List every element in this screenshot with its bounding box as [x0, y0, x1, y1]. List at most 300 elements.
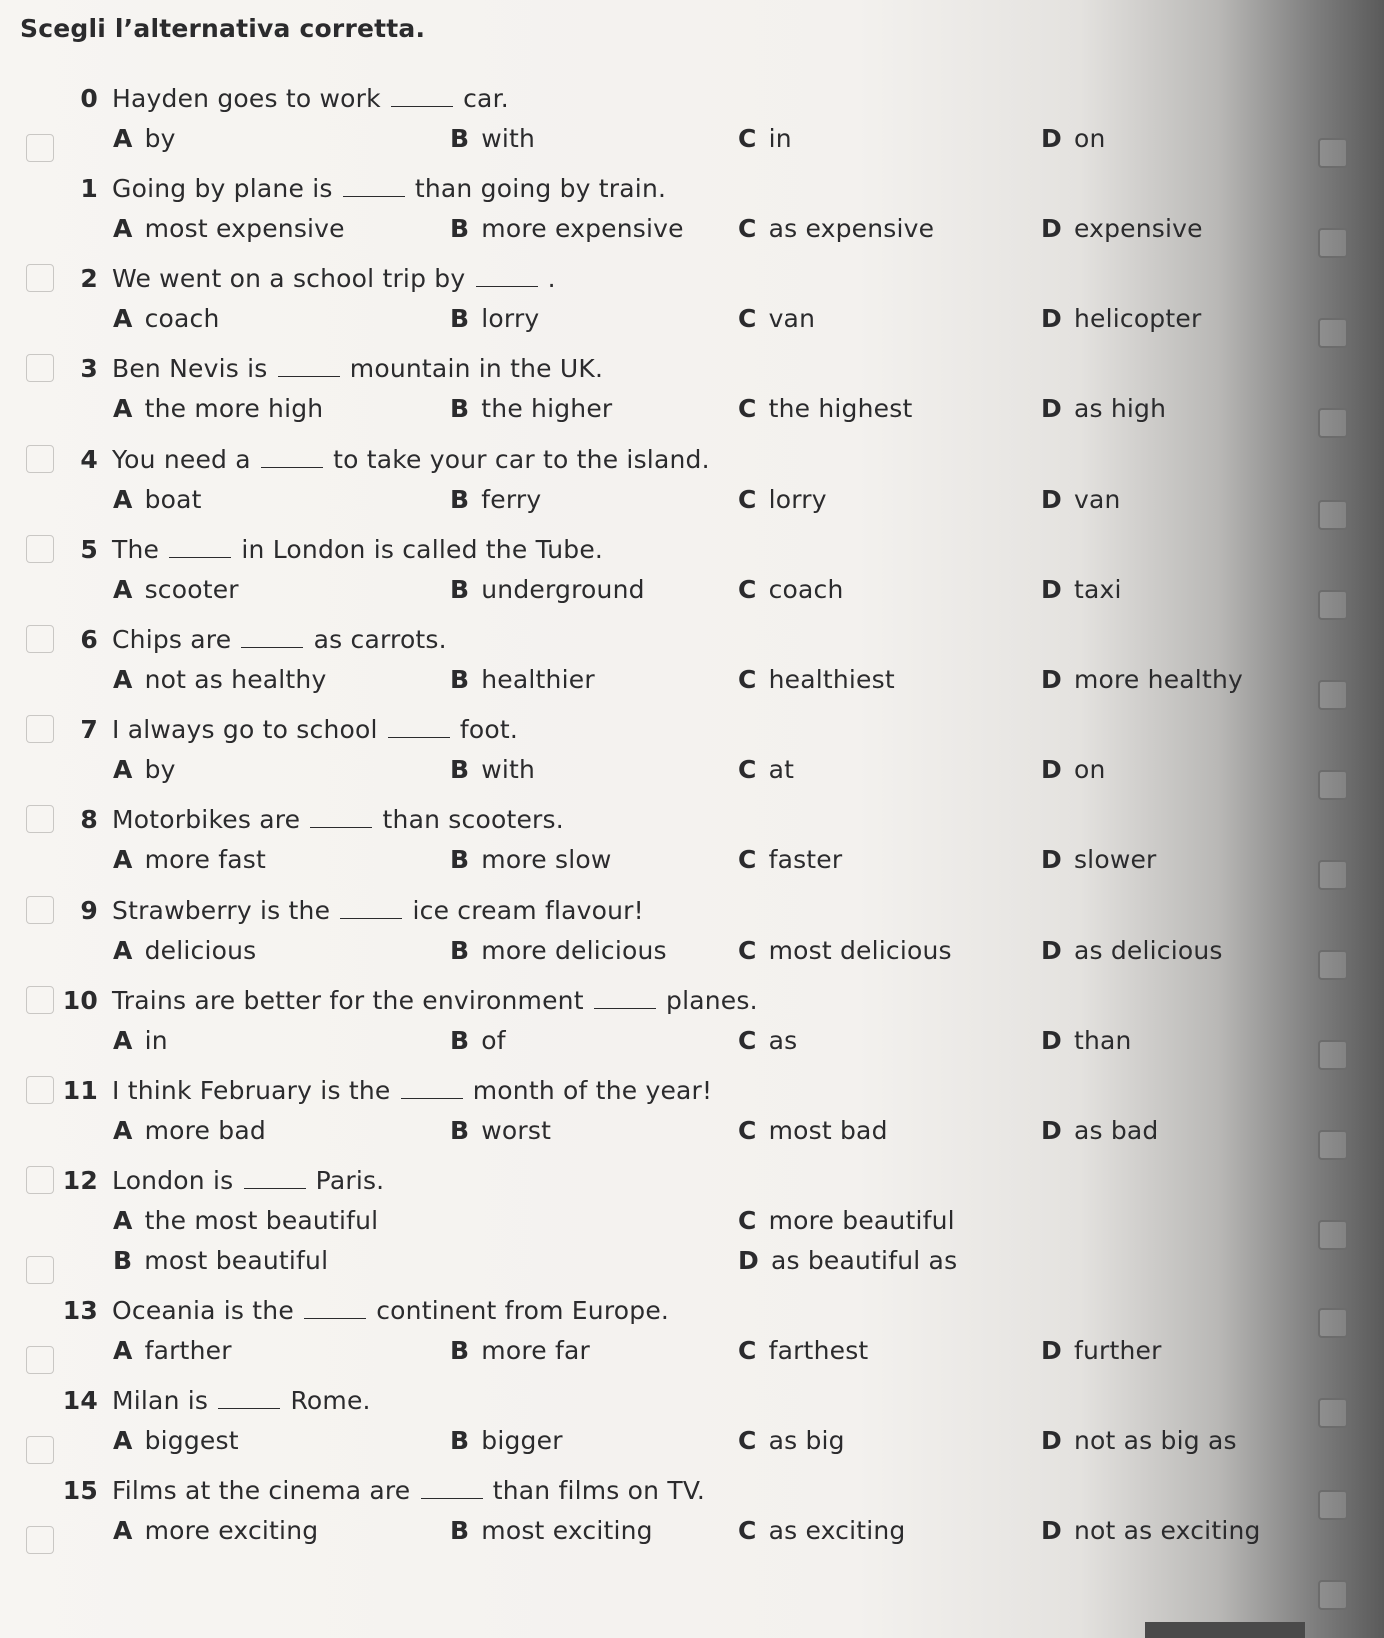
answer-blank[interactable]	[244, 1187, 306, 1189]
question-number: 9	[80, 896, 98, 925]
option-c[interactable]	[738, 394, 912, 423]
faint-box	[26, 1256, 54, 1284]
option-d[interactable]	[1041, 1426, 1237, 1455]
option-letter: A	[113, 304, 133, 333]
instruction-heading: Scegli l’alternativa corretta.	[20, 14, 426, 43]
option-c[interactable]	[738, 665, 895, 694]
option-text: not as exciting	[1073, 1516, 1261, 1545]
option-text: in	[768, 124, 792, 153]
option-letter: C	[738, 1116, 757, 1145]
option-letter: A	[113, 1336, 133, 1365]
option-text: on	[1073, 755, 1106, 784]
option-d[interactable]	[1041, 124, 1106, 153]
faint-box	[26, 625, 54, 653]
question-text-after: car.	[454, 84, 509, 113]
question-13	[0, 1296, 1384, 1390]
question-text-before: Ben Nevis is	[112, 354, 276, 383]
option-a[interactable]	[113, 1336, 232, 1365]
answer-checkbox[interactable]	[1318, 590, 1348, 620]
question-text	[112, 1296, 669, 1325]
question-text-after: continent from Europe.	[368, 1296, 670, 1325]
option-text: lorry	[481, 304, 540, 333]
option-letter: D	[1041, 1116, 1062, 1145]
answer-blank[interactable]	[218, 1407, 280, 1409]
option-b[interactable]	[450, 755, 535, 784]
question-text-before: I always go to school	[112, 715, 386, 744]
question-text	[112, 1476, 705, 1505]
option-c[interactable]	[738, 1116, 888, 1145]
question-6	[0, 625, 1384, 719]
option-text: more beautiful	[768, 1206, 955, 1235]
option-letter: C	[738, 124, 757, 153]
option-b[interactable]	[450, 394, 612, 423]
option-text: more healthy	[1073, 665, 1243, 694]
question-text-after: month of the year!	[464, 1076, 713, 1105]
option-text: van	[1073, 485, 1121, 514]
question-text-after: in London is called the Tube.	[233, 535, 604, 564]
option-c[interactable]	[738, 214, 934, 243]
option-letter: A	[113, 845, 133, 874]
option-text: delicious	[144, 936, 257, 965]
question-text-after: planes.	[657, 986, 758, 1015]
option-letter: B	[450, 1426, 470, 1455]
answer-blank[interactable]	[340, 917, 402, 919]
question-text	[112, 445, 710, 474]
option-b[interactable]	[450, 575, 645, 604]
question-8	[0, 805, 1384, 899]
option-letter: C	[738, 845, 757, 874]
option-letter: A	[113, 755, 133, 784]
question-text-before: The	[112, 535, 168, 564]
question-text	[112, 354, 603, 383]
option-b[interactable]	[113, 1246, 328, 1275]
option-d[interactable]	[1041, 214, 1203, 243]
faint-box	[26, 1076, 54, 1104]
option-letter: B	[450, 304, 470, 333]
faint-box	[26, 1166, 54, 1194]
option-text: not as big as	[1073, 1426, 1237, 1455]
option-text: boat	[144, 485, 202, 514]
answer-checkbox[interactable]	[1318, 138, 1348, 168]
option-text: as beautiful as	[770, 1246, 958, 1275]
option-d[interactable]	[1041, 1116, 1159, 1145]
option-d[interactable]	[1041, 575, 1122, 604]
option-a[interactable]	[113, 845, 266, 874]
question-number: 14	[62, 1386, 98, 1415]
option-text: at	[768, 755, 795, 784]
question-3	[0, 354, 1384, 448]
faint-box	[26, 1346, 54, 1374]
option-b[interactable]	[450, 214, 684, 243]
answer-checkbox[interactable]	[1318, 500, 1348, 530]
question-text	[112, 535, 603, 564]
option-text: by	[144, 755, 176, 784]
answer-checkbox[interactable]	[1318, 1220, 1348, 1250]
option-text: more bad	[144, 1116, 266, 1145]
option-letter: B	[450, 1516, 470, 1545]
option-text: more slow	[481, 845, 612, 874]
answer-checkbox[interactable]	[1318, 1490, 1348, 1520]
question-text-after: ice cream flavour!	[404, 896, 644, 925]
faint-box	[26, 986, 54, 1014]
option-letter: A	[113, 1026, 133, 1055]
answer-blank[interactable]	[476, 285, 538, 287]
option-text: as delicious	[1073, 936, 1223, 965]
question-15	[0, 1476, 1384, 1570]
question-number: 2	[80, 264, 98, 293]
answer-checkbox[interactable]	[1318, 680, 1348, 710]
option-letter: B	[450, 1336, 470, 1365]
option-c[interactable]	[738, 1336, 868, 1365]
option-letter: A	[113, 485, 133, 514]
option-d[interactable]	[1041, 1516, 1261, 1545]
question-text-before: Strawberry is the	[112, 896, 339, 925]
faint-box	[26, 354, 54, 382]
option-text: more exciting	[144, 1516, 319, 1545]
question-text-before: Trains are better for the environment	[112, 986, 592, 1015]
question-text-before: You need a	[112, 445, 259, 474]
question-text-before: Motorbikes are	[112, 805, 309, 834]
option-letter: D	[738, 1246, 759, 1275]
option-text: most beautiful	[144, 1246, 329, 1275]
option-letter: C	[738, 1026, 757, 1055]
option-a[interactable]	[113, 1206, 378, 1235]
answer-checkbox[interactable]	[1318, 1040, 1348, 1070]
question-text-before: London is	[112, 1166, 242, 1195]
question-text-before: Going by plane is	[112, 174, 341, 203]
question-number: 15	[62, 1476, 98, 1505]
question-11	[0, 1076, 1384, 1170]
option-c[interactable]	[738, 304, 815, 333]
option-letter: D	[1041, 124, 1062, 153]
question-text	[112, 174, 666, 203]
question-text-before: Oceania is the	[112, 1296, 303, 1325]
option-c[interactable]	[738, 1426, 845, 1455]
answer-blank[interactable]	[310, 826, 372, 828]
question-number: 13	[62, 1296, 98, 1325]
option-d[interactable]	[1041, 304, 1201, 333]
option-b[interactable]	[450, 665, 595, 694]
option-text: the highest	[768, 394, 913, 423]
option-letter: D	[1041, 1026, 1062, 1055]
option-letter: B	[450, 575, 470, 604]
option-letter: C	[738, 214, 757, 243]
option-text: as bad	[1073, 1116, 1159, 1145]
option-b[interactable]	[450, 845, 611, 874]
option-text: scooter	[144, 575, 239, 604]
option-letter: C	[738, 755, 757, 784]
option-d[interactable]	[1041, 665, 1243, 694]
option-a[interactable]	[113, 665, 326, 694]
question-12	[0, 1166, 1384, 1275]
question-5	[0, 535, 1384, 629]
option-b[interactable]	[450, 936, 667, 965]
option-letter: C	[738, 1336, 757, 1365]
option-b[interactable]	[450, 304, 539, 333]
option-a[interactable]	[113, 936, 256, 965]
option-letter: C	[738, 575, 757, 604]
answer-blank[interactable]	[594, 1007, 656, 1009]
option-text: the more high	[144, 394, 324, 423]
option-text: as high	[1073, 394, 1167, 423]
question-text-before: We went on a school trip by	[112, 264, 474, 293]
faint-box	[26, 535, 54, 563]
question-text-before: Milan is	[112, 1386, 217, 1415]
option-letter: D	[1041, 575, 1062, 604]
option-text: slower	[1073, 845, 1157, 874]
option-a[interactable]	[113, 755, 176, 784]
answer-checkbox[interactable]	[1318, 408, 1348, 438]
question-text	[112, 896, 644, 925]
option-text: in	[144, 1026, 168, 1055]
answer-checkbox[interactable]	[1318, 1308, 1348, 1338]
faint-box	[26, 896, 54, 924]
option-d[interactable]	[1041, 845, 1157, 874]
option-letter: B	[113, 1246, 133, 1275]
option-text: farthest	[768, 1336, 869, 1365]
option-a[interactable]	[113, 214, 345, 243]
option-text: more fast	[144, 845, 267, 874]
option-letter: A	[113, 665, 133, 694]
question-14	[0, 1386, 1384, 1480]
question-text-after: than films on TV.	[484, 1476, 706, 1505]
option-letter: C	[738, 1206, 757, 1235]
question-text	[112, 715, 518, 744]
question-number: 4	[80, 445, 98, 474]
option-c[interactable]	[738, 845, 842, 874]
question-number: 0	[80, 84, 98, 113]
option-text: as expensive	[768, 214, 935, 243]
option-letter: B	[450, 1026, 470, 1055]
option-letter: B	[450, 1116, 470, 1145]
option-b[interactable]	[450, 124, 535, 153]
option-text: most bad	[768, 1116, 888, 1145]
option-text: expensive	[1073, 214, 1203, 243]
option-letter: D	[1041, 1426, 1062, 1455]
question-9	[0, 896, 1384, 990]
question-number: 10	[62, 986, 98, 1015]
option-c[interactable]	[738, 936, 952, 965]
option-a[interactable]	[113, 485, 202, 514]
option-text: with	[481, 755, 536, 784]
option-text: farther	[144, 1336, 232, 1365]
option-letter: A	[113, 575, 133, 604]
question-text	[112, 1386, 371, 1415]
option-text: more far	[481, 1336, 590, 1365]
option-letter: D	[1041, 394, 1062, 423]
option-a[interactable]	[113, 394, 323, 423]
faint-box	[26, 445, 54, 473]
option-text: bigger	[481, 1426, 563, 1455]
question-number: 7	[80, 715, 98, 744]
question-text-after: than going by train.	[406, 174, 667, 203]
option-letter: B	[450, 394, 470, 423]
question-1	[0, 174, 1384, 268]
faint-box	[26, 264, 54, 292]
option-b[interactable]	[450, 1516, 653, 1545]
question-7	[0, 715, 1384, 809]
answer-blank[interactable]	[241, 646, 303, 648]
question-number: 1	[80, 174, 98, 203]
question-text-after: foot.	[451, 715, 519, 744]
option-d[interactable]	[1041, 1026, 1132, 1055]
answer-blank[interactable]	[169, 556, 231, 558]
option-c[interactable]	[738, 124, 792, 153]
option-text: faster	[768, 845, 843, 874]
option-a[interactable]	[113, 1116, 266, 1145]
option-c[interactable]	[738, 1026, 797, 1055]
option-text: more expensive	[481, 214, 684, 243]
option-text: of	[481, 1026, 506, 1055]
question-text-after: Paris.	[307, 1166, 385, 1195]
option-b[interactable]	[450, 1026, 506, 1055]
answer-checkbox[interactable]	[1318, 1398, 1348, 1428]
option-letter: C	[738, 394, 757, 423]
option-b[interactable]	[450, 485, 541, 514]
option-text: most delicious	[768, 936, 952, 965]
option-letter: C	[738, 1516, 757, 1545]
question-number: 12	[62, 1166, 98, 1195]
option-a[interactable]	[113, 124, 176, 153]
question-2	[0, 264, 1384, 358]
option-text: worst	[481, 1116, 552, 1145]
option-letter: A	[113, 1206, 133, 1235]
option-d[interactable]	[1041, 936, 1223, 965]
option-a[interactable]	[113, 1426, 239, 1455]
option-letter: A	[113, 1426, 133, 1455]
option-letter: D	[1041, 214, 1062, 243]
answer-blank[interactable]	[391, 105, 453, 107]
answer-checkbox[interactable]	[1318, 1580, 1348, 1610]
answer-blank[interactable]	[278, 375, 340, 377]
option-b[interactable]	[450, 1426, 563, 1455]
option-text: as exciting	[768, 1516, 906, 1545]
option-text: van	[768, 304, 816, 333]
option-letter: C	[738, 936, 757, 965]
option-letter: C	[738, 485, 757, 514]
option-text: coach	[768, 575, 844, 604]
option-c[interactable]	[738, 485, 827, 514]
answer-checkbox[interactable]	[1318, 950, 1348, 980]
option-c[interactable]	[738, 575, 844, 604]
answer-checkbox[interactable]	[1318, 318, 1348, 348]
option-letter: D	[1041, 1516, 1062, 1545]
option-c[interactable]	[738, 1206, 955, 1235]
answer-blank[interactable]	[261, 466, 323, 468]
option-text: coach	[144, 304, 220, 333]
option-d[interactable]	[1041, 485, 1121, 514]
option-text: underground	[481, 575, 645, 604]
option-letter: B	[450, 485, 470, 514]
question-number: 3	[80, 354, 98, 383]
option-text: most expensive	[144, 214, 345, 243]
option-letter: A	[113, 1116, 133, 1145]
option-text: healthier	[481, 665, 595, 694]
option-letter: C	[738, 304, 757, 333]
option-d[interactable]	[1041, 394, 1166, 423]
question-text	[112, 84, 509, 113]
answer-blank[interactable]	[388, 736, 450, 738]
option-text: lorry	[768, 485, 827, 514]
option-b[interactable]	[450, 1116, 551, 1145]
option-letter: D	[1041, 485, 1062, 514]
question-text-before: Films at the cinema are	[112, 1476, 419, 1505]
option-letter: D	[1041, 1336, 1062, 1365]
question-text-after: mountain in the UK.	[341, 354, 604, 383]
answer-blank[interactable]	[401, 1097, 463, 1099]
faint-box	[26, 134, 54, 162]
option-a[interactable]	[113, 304, 220, 333]
option-text: most exciting	[481, 1516, 653, 1545]
option-text: ferry	[481, 485, 542, 514]
option-a[interactable]	[113, 1026, 168, 1055]
answer-checkbox[interactable]	[1318, 860, 1348, 890]
total-tab	[1145, 1622, 1305, 1638]
option-letter: B	[450, 755, 470, 784]
question-number: 8	[80, 805, 98, 834]
question-text	[112, 805, 564, 834]
question-text	[112, 264, 556, 293]
question-text-after: than scooters.	[374, 805, 564, 834]
option-text: not as healthy	[144, 665, 327, 694]
question-text-after: as carrots.	[305, 625, 447, 654]
option-letter: B	[450, 214, 470, 243]
option-letter: B	[450, 845, 470, 874]
option-c[interactable]	[738, 755, 794, 784]
option-c[interactable]	[738, 1516, 906, 1545]
answer-checkbox[interactable]	[1318, 770, 1348, 800]
option-d[interactable]	[738, 1246, 957, 1275]
faint-box	[26, 715, 54, 743]
option-text: with	[481, 124, 536, 153]
option-a[interactable]	[113, 1516, 318, 1545]
option-d[interactable]	[1041, 755, 1106, 784]
answer-blank[interactable]	[343, 195, 405, 197]
option-text: by	[144, 124, 176, 153]
question-text-after: to take your car to the island.	[324, 445, 710, 474]
option-letter: D	[1041, 936, 1062, 965]
question-text	[112, 625, 447, 654]
option-d[interactable]	[1041, 1336, 1162, 1365]
question-text-before: Hayden goes to work	[112, 84, 389, 113]
option-letter: D	[1041, 665, 1062, 694]
question-text-after: Rome.	[282, 1386, 371, 1415]
option-a[interactable]	[113, 575, 239, 604]
option-letter: A	[113, 936, 133, 965]
answer-blank[interactable]	[421, 1497, 483, 1499]
question-text-before: Chips are	[112, 625, 240, 654]
faint-box	[26, 1526, 54, 1554]
faint-box	[26, 1436, 54, 1464]
option-letter: D	[1041, 755, 1062, 784]
question-4	[0, 445, 1384, 539]
question-text-before: I think February is the	[112, 1076, 399, 1105]
option-b[interactable]	[450, 1336, 590, 1365]
faint-box	[26, 805, 54, 833]
option-text: helicopter	[1073, 304, 1202, 333]
option-text: healthiest	[768, 665, 895, 694]
option-text: taxi	[1073, 575, 1122, 604]
option-letter: A	[113, 214, 133, 243]
answer-checkbox[interactable]	[1318, 1130, 1348, 1160]
answer-blank[interactable]	[304, 1317, 366, 1319]
option-text: as	[768, 1026, 798, 1055]
option-letter: C	[738, 1426, 757, 1455]
option-text: as big	[768, 1426, 845, 1455]
answer-checkbox[interactable]	[1318, 228, 1348, 258]
option-letter: B	[450, 936, 470, 965]
option-text: biggest	[144, 1426, 239, 1455]
